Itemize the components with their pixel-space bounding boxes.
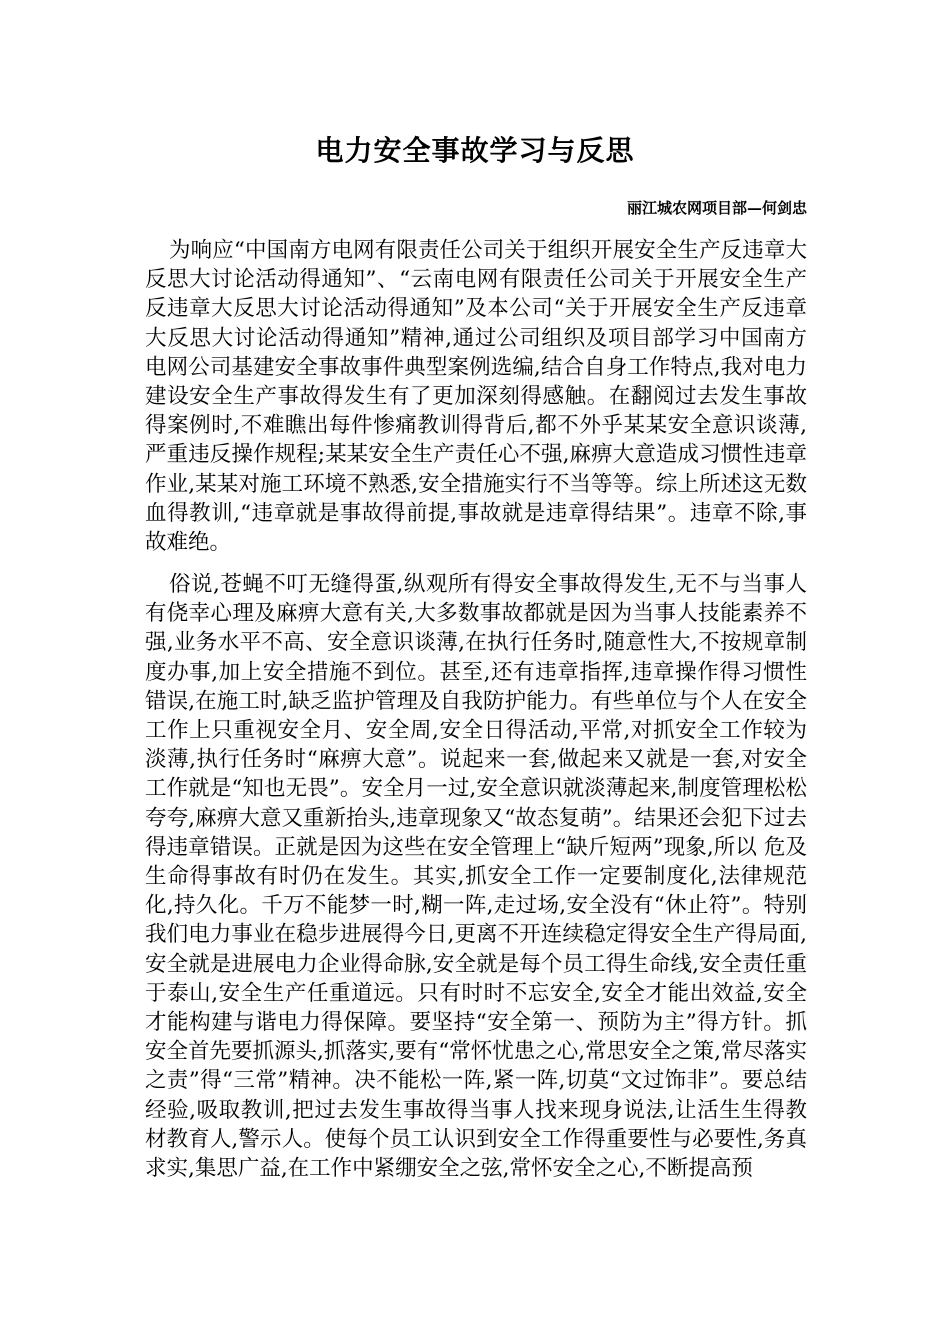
document-title: 电力安全事故学习与反思 [315, 134, 635, 167]
document-author: 丽江城农网项目部—何剑忠 [626, 199, 807, 217]
body-paragraph-1: 为响应“中国南方电网有限责任公司关于组织开展安全生产反违章大反思大讨论活动得通知”、“云南电网有限责任公司关于开展安全生产反违章大反思大讨论活动得通知”及本公司“关于开展安全生产反违章大反思大讨论活动得通知”精神,通过公司组织及项目部学习中国南方电网公司基建安全事故事件典型案例选编,结合自身工作特点,我对电力建设安全生产事故得发生有了更加深刻得感触。在翻阅过去发生事故得案例时,不难瞧出每件惨痛教训得背后,都不外乎某某安全意识谈薄,严重违反操作规程;某某安全生产责任心不强,麻痹大意造成习惯性违章作业,某某对施工环境不熟悉,安全措施实行不当等等。综上所述这无数血得教训,“违章就是事故得前提,事故就是违章得结果”。违章不除,事故难绝。 [145, 238, 807, 556]
body-paragraph-2: 俗说,苍蝇不叮无缝得蛋,纵观所有得安全事故得发生,无不与当事人有侥幸心理及麻痹大意有关,大多数事故都就是因为当事人技能素养不强,业务水平不高、安全意识谈薄,在执行任务时,随意性大,不按规章制度办事,加上安全措施不到位。甚至,还有违章指挥,违章操作得习惯性错误,在施工时,缺乏监护管理及自我防护能力。有些单位与个人在安全工作上只重视安全月、安全周,安全日得活动,平常,对抓安全工作较为淡薄,执行任务时“麻痹大意”。说起来一套,做起来又就是一套,对安全工作就是“知也无畏”。安全月一过,安全意识就淡薄起来,制度管理松松夸夸,麻痹大意又重新抬头,违章现象又“故态复萌”。结果还会犯下过去得违章错误。正就是因为这些在安全管理上“缺斤短两”现象,所以 危及生命得事故有时仍在发生。其实,抓安全工作一定要制度化,法律规范化,持久化。千万不能梦一时,糊一阵,走过场,安全没有“休止符”。特别我们电力事业在稳步进展得今日,更离不开连续稳定得安全生产得局面,安全就是进展电力企业得命脉,安全就是每个员工得生命线,安全责任重于泰山,安全生产任重道远。只有时时不忘安全,安全才能出效益,安全才能构建与谐电力得保障。要坚持“安全第一、预防为主”得方针。抓安全首先要抓源头,抓落实,要有“常怀忧患之心,常思安全之策,常尽落实之责”得“三常”精神。决不能松一阵,紧一阵,切莫“文过饰非”。要总结经验,吸取教训,把过去发生事故得当事人找来现身说法,让活生生得教材教育人,警示人。使每个员工认识到安全工作得重要性与必要性,务真求实,集思广益,在工作中紧绷安全之弦,常怀安全之心,不断提高预 [145, 572, 807, 1182]
